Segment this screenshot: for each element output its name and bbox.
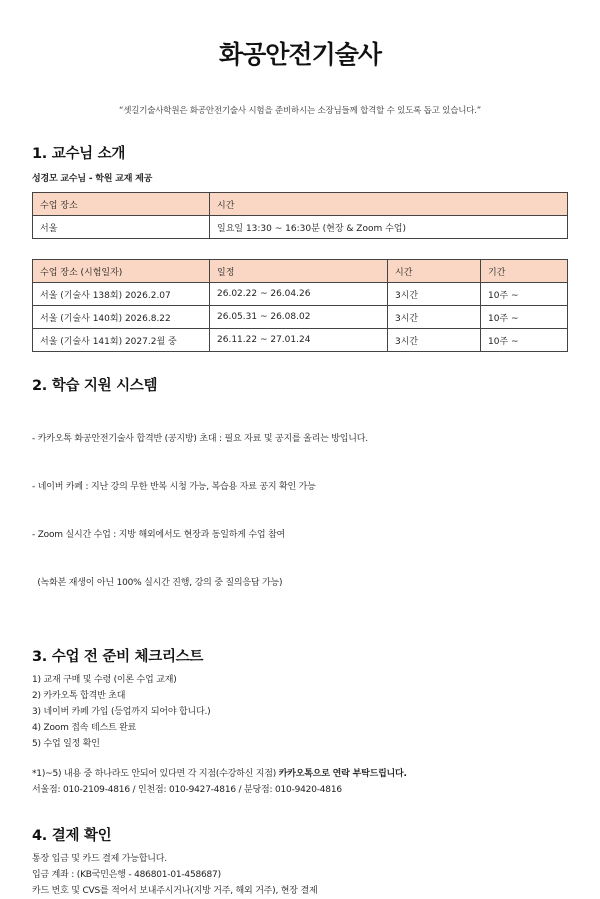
table-header-cell: 시간 bbox=[388, 260, 481, 283]
list-item: 카드 번호 및 CVS를 적어서 보내주시거나(지방 거주, 해외 거주), 현장 결제 bbox=[32, 886, 318, 896]
schedule-table bbox=[32, 259, 568, 352]
section-heading-4: 4. 결제 확인 bbox=[32, 828, 112, 844]
list-item: 1) 교재 구매 및 수령 (이론 수업 교재) bbox=[32, 675, 177, 685]
table-cell: 10주 ~ bbox=[481, 329, 568, 352]
table-cell: 서울 bbox=[33, 216, 210, 239]
checklist bbox=[32, 672, 568, 752]
checklist-note bbox=[32, 766, 568, 798]
table-cell: 서울 (기술사 140회) 2026.8.22 bbox=[33, 306, 210, 329]
table-cell: 10주 ~ bbox=[481, 283, 568, 306]
section-heading-3: 3. 수업 전 준비 체크리스트 bbox=[32, 649, 204, 665]
table-header-cell: 수업 장소 bbox=[33, 193, 210, 216]
table-row bbox=[33, 329, 568, 352]
list-item: (녹화본 재생이 아닌 100% 실시간 진행, 강의 중 질의응답 가능) bbox=[32, 578, 283, 588]
table-cell: 3시간 bbox=[388, 283, 481, 306]
support-list bbox=[32, 399, 568, 623]
table-row bbox=[33, 283, 568, 306]
list-item: 입금 계좌 : (KB국민은행 - 486801-01-458687) bbox=[32, 870, 221, 880]
list-item: - Zoom 실시간 수업 : 지방 해외에서도 현장과 동일하게 수업 참여 bbox=[32, 530, 285, 540]
table-cell: 26.02.22 ~ 26.04.26 bbox=[210, 283, 388, 306]
list-item: 3) 네이버 카페 가입 (등업까지 되어야 합니다.) bbox=[32, 707, 211, 717]
table-row bbox=[33, 306, 568, 329]
table-cell: 서울 (기술사 141회) 2027.2월 중 bbox=[33, 329, 210, 352]
table-cell: 서울 (기술사 138회) 2026.2.07 bbox=[33, 283, 210, 306]
note-text: *1)~5) 내용 중 하나라도 안되어 있다면 각 지점(수강하신 지점) bbox=[32, 769, 279, 779]
table-header-cell: 수업 장소 (시험일자) bbox=[33, 260, 210, 283]
list-item: 2) 카카오톡 합격반 초대 bbox=[32, 691, 126, 701]
list-item: - 카카오톡 화공안전기술사 합격반 (공지방) 초대 : 필요 자료 및 공지를 올리는 방입니다. bbox=[32, 434, 368, 444]
table-cell: 26.05.31 ~ 26.08.02 bbox=[210, 306, 388, 329]
list-item: 4) Zoom 접속 테스트 완료 bbox=[32, 723, 137, 733]
table-cell: 26.11.22 ~ 27.01.24 bbox=[210, 329, 388, 352]
table-cell: 3시간 bbox=[388, 306, 481, 329]
table-header-cell: 시간 bbox=[210, 193, 568, 216]
branch-contacts: 서울점: 010-2109-4816 / 인천점: 010-9427-4816 / 분당점: 010-9420-4816 bbox=[32, 785, 342, 795]
section-heading-2: 2. 학습 지원 시스템 bbox=[32, 378, 158, 394]
section-heading-1: 1. 교수님 소개 bbox=[32, 146, 126, 162]
table-header-row bbox=[33, 260, 568, 283]
list-item: 5) 수업 일정 확인 bbox=[32, 739, 100, 749]
instructor-subtitle: 성경모 교수님 - 학원 교재 제공 bbox=[32, 174, 153, 184]
table-header-cell: 기간 bbox=[481, 260, 568, 283]
section-payment bbox=[32, 824, 568, 899]
payment-info bbox=[32, 851, 568, 899]
note-line bbox=[32, 766, 568, 782]
list-item: 통장 입금 및 카드 결제 가능합니다. bbox=[32, 854, 167, 864]
table-header-cell: 일정 bbox=[210, 260, 388, 283]
note-emphasis: 카카오톡으로 연락 부탁드립니다. bbox=[278, 769, 407, 779]
table-cell: 3시간 bbox=[388, 329, 481, 352]
page-title: 화공안전기술사 bbox=[218, 40, 382, 69]
table-cell: 일요일 13:30 ~ 16:30분 (현장 & Zoom 수업) bbox=[210, 216, 568, 239]
intro-quote: “셋길기술사학원은 화공안전기술사 시험을 준비하시는 소장님들께 합격할 수 있도록 돕고 있습니다.” bbox=[119, 106, 481, 116]
list-item: - 네이버 카페 : 지난 강의 무한 반복 시청 가능, 복습용 자료 공지 확인 가능 bbox=[32, 482, 316, 492]
table-cell: 10주 ~ bbox=[481, 306, 568, 329]
section-learning-support bbox=[32, 374, 568, 623]
section-checklist bbox=[32, 645, 568, 798]
section-instructor bbox=[32, 142, 568, 352]
table-header-row bbox=[33, 193, 568, 216]
class-location-table bbox=[32, 192, 568, 239]
table-row bbox=[33, 216, 568, 239]
